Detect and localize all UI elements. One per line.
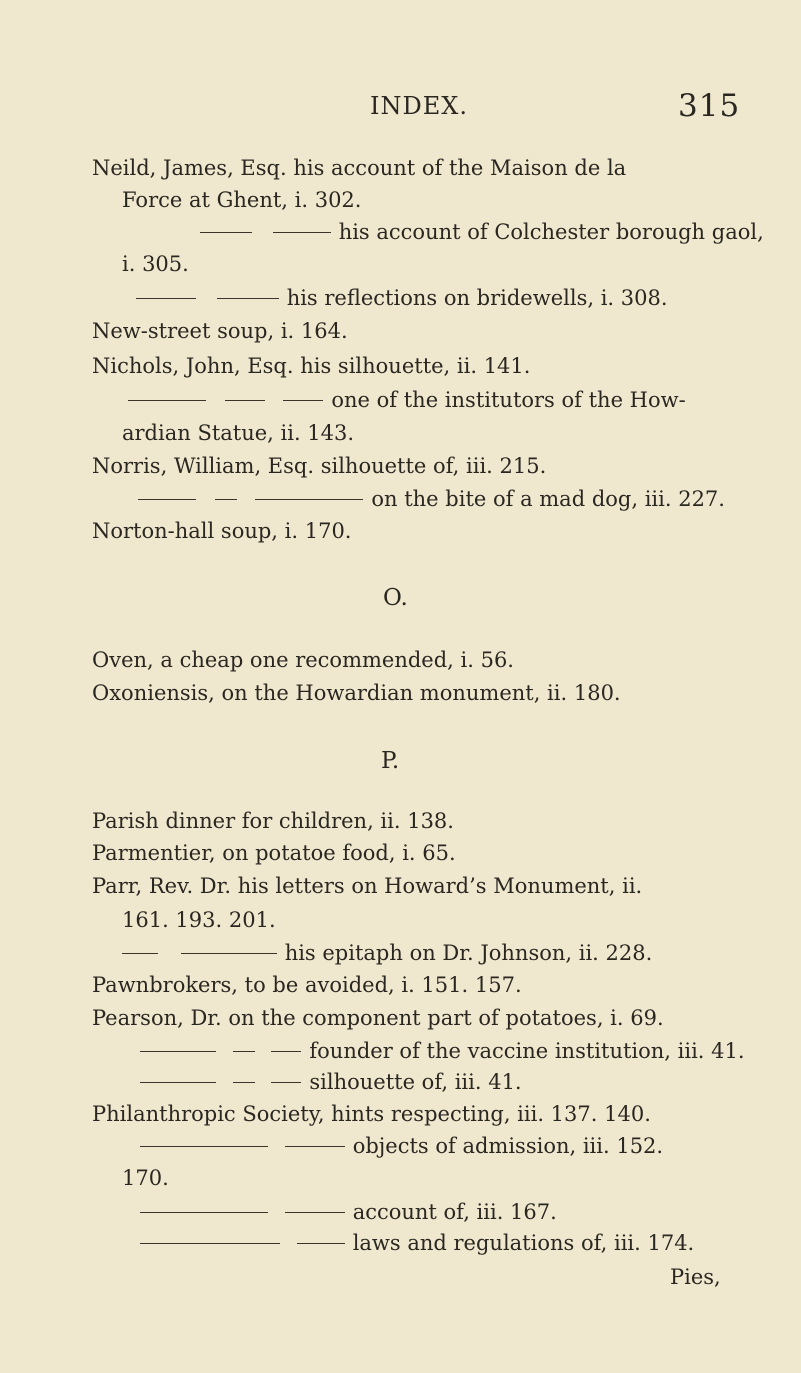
index-entry-line: Parmentier, on potatoe food, i. 65. [92, 841, 456, 865]
entry-text: account of, iii. 167. [352, 1200, 557, 1224]
index-entry-line [140, 1131, 663, 1161]
ditto-rule [271, 1051, 301, 1052]
index-entry-line: Pearson, Dr. on the component part of potatoes, i. 69. [92, 1006, 664, 1030]
ditto-rule [271, 1082, 301, 1083]
entry-text: founder of the vaccine institution, iii. 41. [309, 1039, 745, 1063]
index-entry-line [140, 1228, 694, 1258]
index-entry-line: 161. 193. 201. [122, 908, 276, 932]
index-entry-line: Parish dinner for children, ii. 138. [92, 809, 454, 833]
ditto-rule [200, 232, 252, 233]
ditto-rule [285, 1212, 345, 1213]
ditto-rule [297, 1243, 345, 1244]
page-number: 315 [678, 88, 741, 124]
entry-text: silhouette of, iii. 41. [309, 1070, 522, 1094]
index-entry-line [122, 938, 652, 968]
ditto-rule [255, 499, 363, 500]
ditto-rule [215, 499, 237, 500]
ditto-rule [233, 1082, 255, 1083]
ditto-rule [285, 1146, 345, 1147]
ditto-rule [136, 298, 196, 299]
index-entry-line [136, 283, 668, 313]
index-entry-line: New-street soup, i. 164. [92, 319, 348, 343]
ditto-rule [140, 1212, 268, 1213]
ditto-rule [225, 400, 265, 401]
index-entry-line: Philanthropic Society, hints respecting, iii. 137. 140. [92, 1102, 651, 1126]
index-entry-line: Parr, Rev. Dr. his letters on Howard’s Monument, ii. [92, 874, 643, 898]
entry-text: one of the institutors of the How- [331, 388, 686, 412]
ditto-rule [283, 400, 323, 401]
entry-text: laws and regulations of, iii. 174. [352, 1231, 695, 1255]
index-entry-line: Norton-hall soup, i. 170. [92, 519, 352, 543]
ditto-rule [122, 953, 158, 954]
index-entry-line: Oven, a cheap one recommended, i. 56. [92, 648, 514, 672]
section-letter: P. [381, 748, 400, 774]
ditto-rule [140, 1243, 280, 1244]
index-entry-line: 170. [122, 1166, 169, 1190]
index-entry-line [140, 1197, 557, 1227]
index-entry-line: i. 305. [122, 252, 189, 276]
ditto-rule [140, 1082, 216, 1083]
section-letter: O. [383, 585, 408, 611]
ditto-rule [128, 400, 206, 401]
index-entry-line: ardian Statue, ii. 143. [122, 421, 355, 445]
index-entry-line: Force at Ghent, i. 302. [122, 188, 362, 212]
index-entry-line [140, 1036, 745, 1066]
index-entry-line: Pawnbrokers, to be avoided, i. 151. 157. [92, 973, 522, 997]
index-entry-line [200, 217, 764, 247]
index-entry-line: Norris, William, Esq. silhouette of, iii. 215. [92, 454, 547, 478]
entry-text: his epitaph on Dr. Johnson, ii. 228. [284, 941, 653, 965]
ditto-rule [181, 953, 277, 954]
entry-text: objects of admission, iii. 152. [352, 1134, 664, 1158]
entry-text: on the bite of a mad dog, iii. 227. [371, 487, 725, 511]
entry-text: his account of Colchester borough gaol, [338, 220, 764, 244]
ditto-rule [217, 298, 279, 299]
catchword: Pies, [670, 1265, 721, 1289]
index-entry-line: Nichols, John, Esq. his silhouette, ii. 141. [92, 354, 531, 378]
ditto-rule [140, 1146, 268, 1147]
running-head [0, 88, 801, 132]
ditto-rule [233, 1051, 255, 1052]
index-entry-line [140, 1067, 522, 1097]
index-entry-line: Oxoniensis, on the Howardian monument, ii. 180. [92, 681, 621, 705]
ditto-rule [140, 1051, 216, 1052]
entry-text: his reflections on bridewells, i. 308. [286, 286, 668, 310]
ditto-rule [273, 232, 331, 233]
running-head-title: INDEX. [370, 92, 468, 120]
index-entry-line: Neild, James, Esq. his account of the Maison de la [92, 156, 627, 180]
index-entry-line [128, 385, 686, 415]
ditto-rule [138, 499, 196, 500]
index-entry-line [138, 484, 725, 514]
